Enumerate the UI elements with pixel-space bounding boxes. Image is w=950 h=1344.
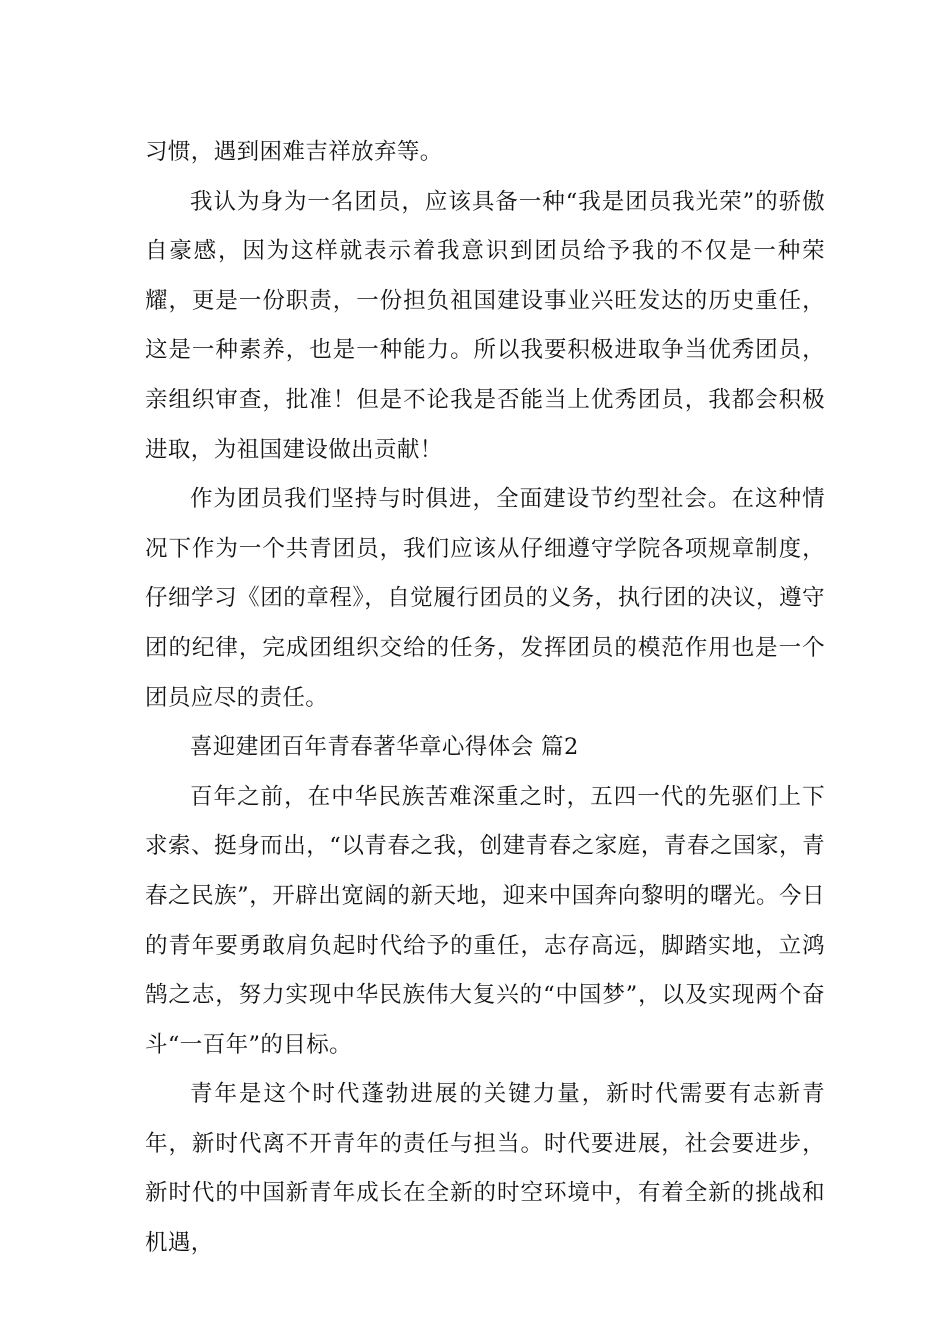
paragraph-body: 百年之前，在中华民族苦难深重之时，五四一代的先驱们上下求索、挺身而出，“以青春之我，创建青春之家庭，青春之国家，青春之民族”，开辟出宽阔的新天地，迎来中国奔向黎明的曙光。今日的青年要勇敢肩负起时代给予的重任，志存高远，脚踏实地，立鸿鹄之志，努力实现中华民族伟大复兴的“中国梦”，以及实现两个奋斗“一百年”的目标。: [145, 783, 825, 1058]
paragraph-body: 青年是这个时代蓬勃进展的关键力量，新时代需要有志新青年，新时代离不开青年的责任与担当。时代要进展，社会要进步，新时代的中国新青年成长在全新的时空环境中，有着全新的挑战和机遇，: [145, 1081, 825, 1257]
document-body: [145, 128, 825, 1269]
paragraph-body: 作为团员我们坚持与时俱进，全面建设节约型社会。在这种情况下作为一个共青团员，我们应该从仔细遵守学院各项规章制度，仔细学习《团的章程》，自觉履行团员的义务，执行团的决议，遵守团的纪律，完成团组织交给的任务，发挥团员的模范作用也是一个团员应尽的责任。: [145, 486, 825, 711]
paragraph-body: 我认为身为一名团员，应该具备一种“我是团员我光荣”的骄傲自豪感，因为这样就表示着我意识到团员给予我的不仅是一种荣耀，更是一份职责，一份担负祖国建设事业兴旺发达的历史重任，这是一种素养，也是一种能力。所以我要积极进取争当优秀团员，亲组织审查，批准！但是不论我是否能当上优秀团员，我都会积极进取，为祖国建设做出贡献！: [145, 188, 825, 463]
paragraph-continuation: 习惯，遇到困难吉祥放弃等。: [145, 139, 443, 165]
section-heading: 喜迎建团百年青春著华章心得体会 篇2: [190, 734, 579, 761]
